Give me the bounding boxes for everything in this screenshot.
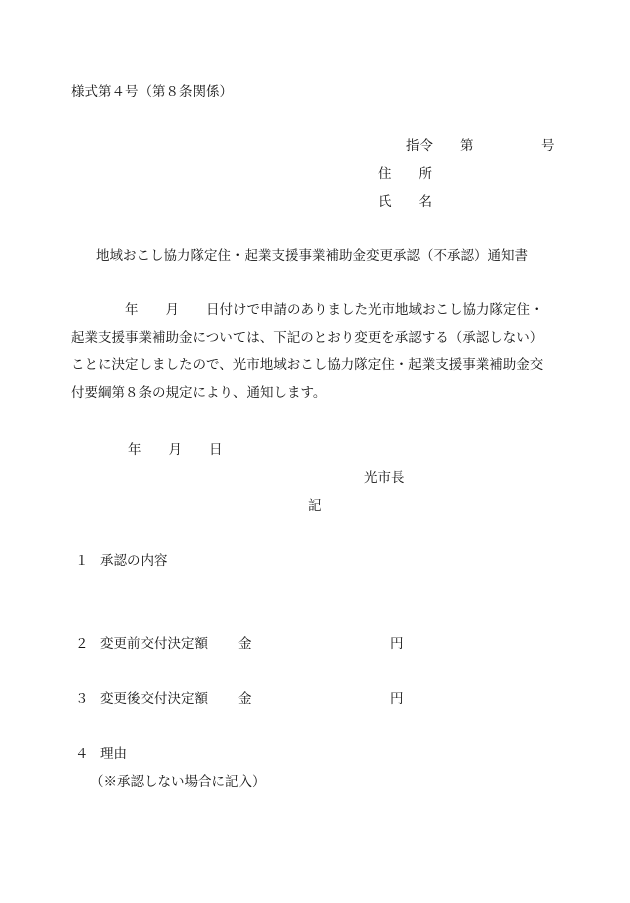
- item-number: ２: [75, 636, 89, 652]
- amount-unit: 円: [390, 691, 404, 707]
- date-line: 年 月 日: [128, 442, 223, 458]
- amount-unit: 円: [390, 636, 404, 652]
- item-label: 変更前交付決定額: [100, 636, 208, 652]
- item-number: １: [75, 553, 89, 569]
- reference-number-line: 指令 第 号: [406, 138, 555, 154]
- body-line: ことに決定しましたので、光市地域おこし協力隊定住・起業支援事業補助金交: [71, 357, 544, 373]
- form-number: 様式第４号（第８条関係）: [71, 84, 233, 100]
- body-paragraph: [71, 304, 571, 414]
- body-line: 年 月 日付けで申請のありました光市地域おこし協力隊定住・: [71, 302, 544, 318]
- ki-heading: 記: [308, 498, 322, 514]
- issuer: 光市長: [364, 470, 405, 486]
- document-title: 地域おこし協力隊定住・起業支援事業補助金変更承認（不承認）通知書: [96, 248, 528, 264]
- item-label: 変更後交付決定額: [100, 691, 208, 707]
- reason-note: （※承認しない場合に記入）: [90, 774, 266, 790]
- name-label: 氏 名: [378, 194, 432, 210]
- body-line: 起業支援事業補助金については、下記のとおり変更を承認する（承認しない）: [71, 329, 544, 346]
- body-line: 付要綱第８条の規定により、通知します。: [71, 384, 327, 401]
- amount-prefix: 金: [238, 636, 252, 652]
- item-number: ３: [75, 691, 89, 707]
- amount-prefix: 金: [238, 691, 252, 707]
- address-label: 住 所: [378, 166, 432, 182]
- item-number: ４: [75, 746, 89, 762]
- item-label: 理由: [100, 746, 127, 762]
- item-label: 承認の内容: [100, 553, 168, 569]
